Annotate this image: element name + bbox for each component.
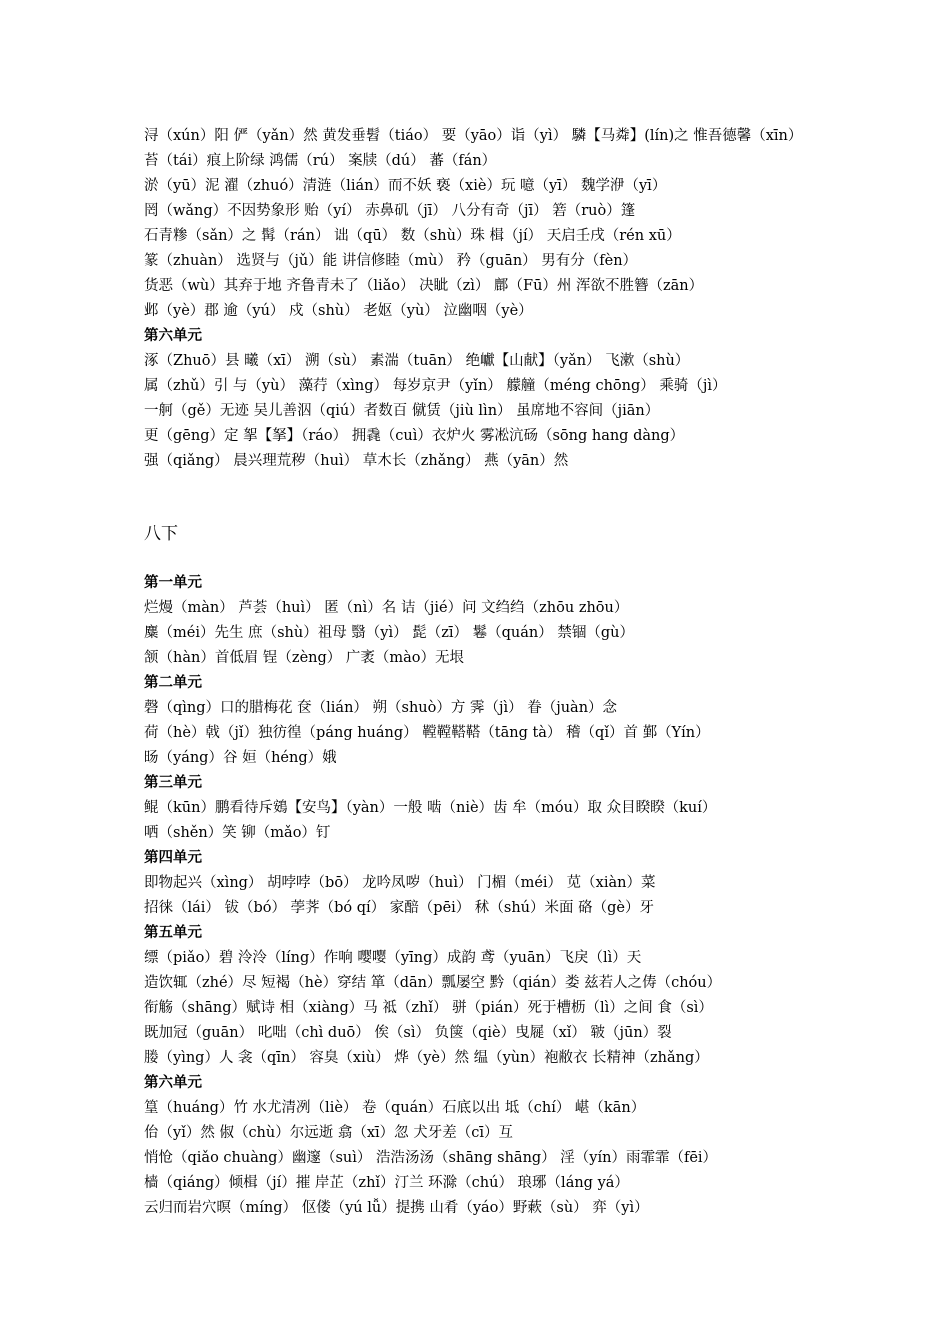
unit-heading: 第五单元 [144,925,202,941]
text-line: 招徕（lái） 钹（bó） 荸荠（bó qí） 家醅（pēi） 秫（shú）米面 硌（gè）牙 [144,900,654,916]
text-line: 更（gēng）定 挐【拏】（ráo） 拥毳（cuì）衣炉火 雾凇沆砀（sōng hang dàng） [144,428,685,444]
text-line: 一舸（gě）无迹 吴儿善泅（qiú）者数百 僦赁（jiù lìn） 虽席地不容间（jiān） [144,403,660,419]
text-line: 罔（wǎng）不因势象形 贻（yí） 赤鼻矶（jī） 八分有奇（jī） 箬（ruò）篷 [144,203,636,219]
text-line: 石青糁（sǎn）之 髯（rán） 诎（qū） 数（shù）珠 楫（jí） 天启壬戌（rén xū） [144,228,681,244]
text-line: 烂熳（màn） 芦荟（huì） 匿（nì）名 诘（jié）问 文绉绉（zhōu zhōu） [144,600,629,616]
text-line: 悄怆（qiǎo chuàng）幽邃（suì） 浩浩汤汤（shāng shāng） 淫（yín）雨霏霏（fēi） [144,1150,718,1166]
unit-1 [144,571,834,671]
text-line: 颔（hàn）首低眉 锃（zèng） 广袤（mào）无垠 [144,650,465,666]
text-line: 旸（yáng）谷 姮（héng）娥 [144,750,337,766]
text-line: 既加冠（guān） 叱咄（chì duō） 俟（sì） 负箧（qiè）曳屣（xǐ） 皲（jūn）裂 [144,1025,672,1041]
text-line: 麋（méi）先生 庶（shù）祖母 翳（yì） 髭（zī） 鬈（quán） 禁锢（gù） [144,625,634,641]
text-line: 樯（qiáng）倾楫（jí）摧 岸芷（zhǐ）汀兰 环滁（chú） 琅琊（láng yá） [144,1175,629,1191]
text-line: 造饮辄（zhé）尽 短褐（hè）穿结 箪（dān）瓢屡空 黔（qián）娄 兹若人之俦（chóu） [144,975,722,991]
unit-2 [144,671,834,771]
unit-heading: 第四单元 [144,850,202,866]
text-line: 淤（yū）泥 濯（zhuó）清涟（lián）而不妖 亵（xiè）玩 噫（yī） 魏学洢（yī） [144,178,667,194]
unit-5 [144,921,834,1071]
text-line: 即物起兴（xìng） 胡哱哱（bō） 龙吟凤哕（huì） 门楣（méi） 苋（xiàn）菜 [144,875,656,891]
text-line: 鲲（kūn）鹏看待斥鴳【安鸟】（yàn）一般 啮（niè）齿 牟（móu）取 众目睽睽（kuí） [144,800,717,816]
text-line: 荷（hè）戟（jǐ）独彷徨（páng huáng） 鞺鞺鞳鞳（tāng tà） 稽（qǐ）首 鄞（Yín） [144,725,710,741]
text-line: 属（zhǔ）引 与（yù） 藻荇（xìng） 每岁京尹（yǐn） 艨艟（méng chōng） 乘骑（jì） [144,378,727,394]
grade-title: 八下 [144,524,178,544]
unit-heading: 第三单元 [144,775,202,791]
unit-heading: 第六单元 [144,328,202,344]
text-line: 篁（huáng）竹 水尤清冽（liè） 卷（quán）石底以出 坻（chí） 嵁（kān） [144,1100,646,1116]
text-line: 涿（Zhuō）县 曦（xī） 溯（sù） 素湍（tuān） 绝巘【山献】（yǎn） 飞漱（shù） [144,353,690,369]
text-line: 云归而岩穴暝（míng） 伛偻（yú lǚ）提携 山肴（yáo）野蔌（sù） 弈（yì） [144,1200,649,1216]
unit-6 [144,1071,834,1221]
text-line: 缥（piǎo）碧 泠泠（líng）作响 嘤嘤（yīng）成韵 鸢（yuān）飞戾（lì）天 [144,950,642,966]
text-line: 媵（yìng）人 衾（qīn） 容臭（xiù） 烨（yè）然 缊（yùn）袍敝衣 长精神（zhǎng） [144,1050,709,1066]
text-line: 磬（qìng）口的腊梅花 奁（lián） 朔（shuò）方 霁（jì） 眷（juàn）念 [144,700,618,716]
unit-4 [144,846,834,921]
text-line: 邺（yè）郡 逾（yú） 戍（shù） 老妪（yù） 泣幽咽（yè） [144,303,533,319]
unit-3 [144,771,834,846]
text-line: 衔觞（shāng）赋诗 相（xiàng）马 祗（zhǐ） 骈（pián）死于槽枥（lì）之间 食（sì） [144,1000,713,1016]
text-line: 佁（yǐ）然 俶（chù）尔远逝 翕（xī）忽 犬牙差（cī）互 [144,1125,514,1141]
text-line: 哂（shěn）笑 铆（mǎo）钉 [144,825,331,841]
section-part1 [144,124,834,474]
text-line: 苔（tái）痕上阶绿 鸿儒（rú） 案牍（dú） 蕃（fán） [144,153,497,169]
text-line: 强（qiǎng） 晨兴理荒秽（huì） 草木长（zhǎng） 燕（yān）然 [144,453,569,469]
unit-heading: 第二单元 [144,675,202,691]
text-line: 货恶（wù）其弃于地 齐鲁青未了（liǎo） 决眦（zì） 鄜（Fū）州 浑欲不胜簪（zān） [144,278,704,294]
text-line: 篆（zhuàn） 选贤与（jǔ）能 讲信修睦（mù） 矜（guān） 男有分（fèn） [144,253,638,269]
document-page [144,124,834,1221]
unit-heading: 第六单元 [144,1075,202,1091]
unit-heading: 第一单元 [144,575,202,591]
text-line: 浔（xún）阳 俨（yǎn）然 黄发垂髫（tiáo） 要（yāo）诣（yì） 驎【马粦】(lín)之 惟吾德馨（xīn） [144,128,803,144]
